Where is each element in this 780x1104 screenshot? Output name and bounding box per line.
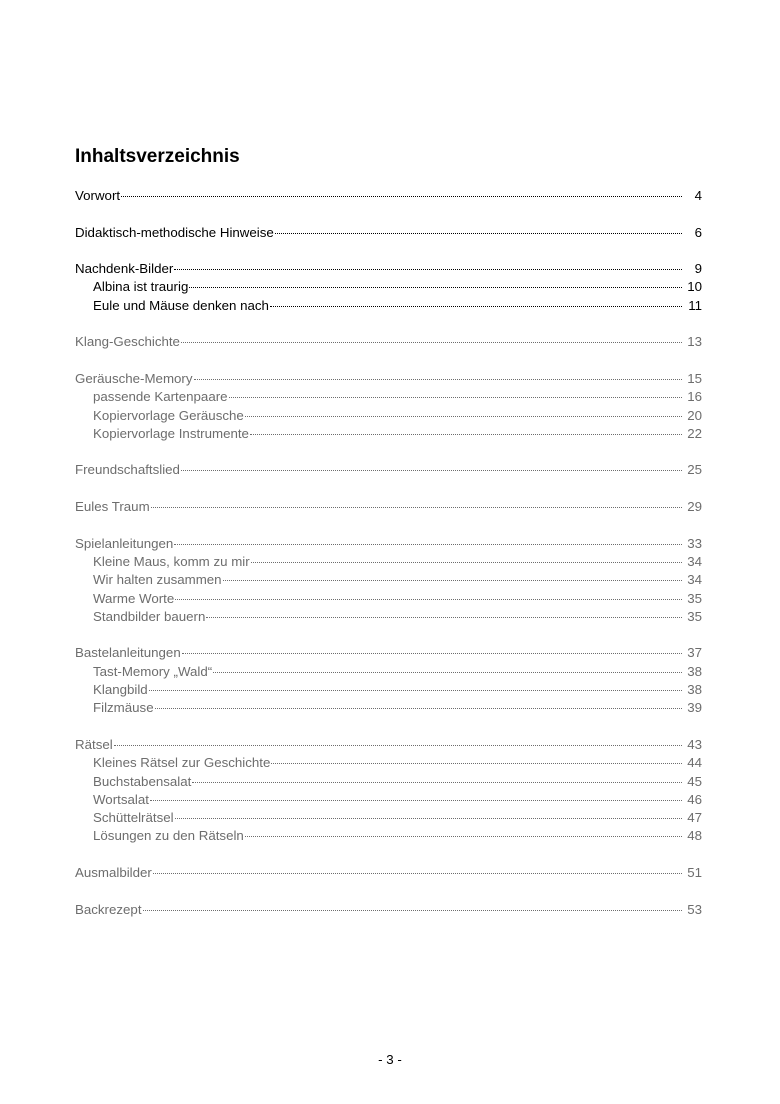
dot-leader: [275, 233, 682, 234]
dot-leader: [229, 397, 682, 398]
toc-entry-page: 16: [687, 389, 702, 405]
toc-subentry[interactable]: [75, 425, 702, 443]
toc-subentry[interactable]: [75, 553, 702, 571]
dot-leader: [206, 617, 682, 618]
toc-subentry[interactable]: [75, 773, 702, 791]
dot-leader: [245, 836, 682, 837]
dot-leader: [153, 873, 682, 874]
dot-leader: [175, 818, 682, 819]
toc-group: [75, 461, 702, 479]
toc-group: [75, 498, 702, 516]
toc-entry[interactable]: [75, 260, 702, 278]
toc-entry-label: Klang-Geschichte: [75, 334, 180, 350]
dot-leader: [114, 745, 682, 746]
dot-leader: [194, 379, 683, 380]
toc-group: [75, 864, 702, 882]
toc-entry-page: 9: [694, 261, 702, 277]
toc-group: [75, 644, 702, 717]
dot-leader: [182, 653, 682, 654]
toc-entry[interactable]: [75, 901, 702, 919]
dot-leader: [271, 763, 682, 764]
toc-entry-label: Standbilder bauern: [93, 608, 206, 624]
toc-entry-page: 22: [687, 425, 702, 441]
toc-subentry[interactable]: [75, 297, 702, 315]
toc-entry-label: Tast-Memory „Wald“: [93, 663, 213, 679]
toc-entry-label: Geräusche-Memory: [75, 370, 193, 386]
toc-entry[interactable]: [75, 333, 702, 351]
toc-entry-page: 45: [687, 773, 702, 789]
dot-leader: [174, 269, 682, 270]
toc-entry-page: 35: [687, 608, 702, 624]
toc-entry[interactable]: [75, 644, 702, 662]
toc-entry-label: passende Kartenpaare: [93, 389, 228, 405]
toc-entry-page: 38: [687, 682, 702, 698]
dot-leader: [181, 342, 682, 343]
toc-entry-page: 20: [687, 407, 702, 423]
toc-entry-page: 35: [687, 590, 702, 606]
dot-leader: [251, 562, 682, 563]
toc-entry-label: Kleine Maus, komm zu mir: [93, 553, 250, 569]
dot-leader: [155, 708, 682, 709]
toc-subentry[interactable]: [75, 388, 702, 406]
dot-leader: [174, 544, 682, 545]
toc-entry-label: Nachdenk-Bilder: [75, 261, 174, 277]
toc-subentry[interactable]: [75, 791, 702, 809]
toc-entry-page: 39: [687, 700, 702, 716]
toc-entry-page: 43: [687, 736, 702, 752]
toc-entry-page: 37: [687, 645, 702, 661]
toc-subentry[interactable]: [75, 827, 702, 845]
toc-entry-page: 53: [687, 901, 702, 917]
toc-entry-page: 15: [687, 370, 702, 386]
toc-group: [75, 224, 702, 242]
toc-entry-label: Spielanleitungen: [75, 535, 174, 551]
toc-group: [75, 333, 702, 351]
toc-entry-label: Kleines Rätsel zur Geschichte: [93, 755, 271, 771]
toc-entry-label: Wir halten zusammen: [93, 572, 222, 588]
toc-group: [75, 370, 702, 443]
toc-entry-page: 47: [687, 810, 702, 826]
dot-leader: [121, 196, 682, 197]
dot-leader: [223, 580, 682, 581]
toc-entry-page: 51: [687, 864, 702, 880]
dot-leader: [270, 306, 682, 307]
dot-leader: [175, 599, 682, 600]
toc-entry-label: Eules Traum: [75, 499, 150, 515]
toc-entry-label: Lösungen zu den Rätseln: [93, 828, 244, 844]
toc-entry[interactable]: [75, 498, 702, 516]
toc-entry-page: 46: [687, 791, 702, 807]
toc-entry[interactable]: [75, 535, 702, 553]
toc-entry-label: Freundschaftslied: [75, 462, 180, 478]
toc-entry-label: Backrezept: [75, 901, 142, 917]
toc-entry-label: Warme Worte: [93, 590, 175, 606]
toc-entry-page: 29: [687, 499, 702, 515]
toc-entry[interactable]: [75, 187, 702, 205]
toc-subentry[interactable]: [75, 571, 702, 589]
toc-entry-page: 25: [687, 462, 702, 478]
toc-entry-page: 44: [687, 755, 702, 771]
dot-leader: [149, 690, 682, 691]
toc-entry-label: Bastelanleitungen: [75, 645, 181, 661]
page-number: - 3 -: [378, 1052, 402, 1067]
dot-leader: [213, 672, 682, 673]
toc-group: [75, 260, 702, 315]
toc-subentry[interactable]: [75, 608, 702, 626]
toc-subentry[interactable]: [75, 699, 702, 717]
toc-entry-label: Kopiervorlage Geräusche: [93, 407, 244, 423]
toc-entry[interactable]: [75, 224, 702, 242]
toc-group: [75, 187, 702, 205]
toc-entry-label: Klangbild: [93, 682, 148, 698]
dot-leader: [151, 507, 682, 508]
toc-entry-label: Eule und Mäuse denken nach: [93, 297, 269, 313]
dot-leader: [245, 416, 682, 417]
toc-entry[interactable]: [75, 736, 702, 754]
toc-entry[interactable]: [75, 370, 702, 388]
dot-leader: [192, 782, 682, 783]
toc-entry-page: 11: [688, 297, 702, 313]
toc-entry[interactable]: [75, 864, 702, 882]
toc-entry-label: Schüttelrätsel: [93, 810, 174, 826]
dot-leader: [250, 434, 682, 435]
page-title: Inhaltsverzeichnis: [75, 146, 240, 167]
toc-entry-label: Vorwort: [75, 188, 121, 203]
toc-subentry[interactable]: [75, 407, 702, 425]
toc-entry-label: Wortsalat: [93, 791, 149, 807]
toc-entry-page: 33: [687, 535, 702, 551]
toc-entry[interactable]: [75, 461, 702, 479]
toc-entry-page: 10: [687, 279, 702, 295]
toc-entry-label: Didaktisch-methodische Hinweise: [75, 224, 274, 240]
toc-entry-page: 34: [687, 572, 702, 588]
toc-subentry[interactable]: [75, 754, 702, 772]
dot-leader: [189, 287, 682, 288]
toc-entry-label: Albina ist traurig: [93, 279, 189, 295]
toc-entry-page: 38: [687, 663, 702, 679]
table-of-contents: [75, 187, 702, 919]
dot-leader: [150, 800, 682, 801]
toc-subentry[interactable]: [75, 681, 702, 699]
toc-entry-label: Rätsel: [75, 736, 113, 752]
dot-leader: [181, 470, 682, 471]
toc-group: [75, 901, 702, 919]
dot-leader: [143, 910, 682, 911]
toc-group: [75, 736, 702, 846]
toc-subentry[interactable]: [75, 590, 702, 608]
toc-entry-label: Ausmalbilder: [75, 864, 152, 880]
toc-subentry[interactable]: [75, 809, 702, 827]
toc-entry-page: 34: [687, 553, 702, 569]
toc-entry-page: 48: [687, 828, 702, 844]
toc-entry-page: 6: [694, 224, 702, 240]
toc-subentry[interactable]: [75, 278, 702, 296]
toc-entry-page: 13: [687, 334, 702, 350]
toc-entry-page: 4: [694, 188, 702, 203]
toc-entry-label: Filzmäuse: [93, 700, 154, 716]
toc-group: [75, 535, 702, 626]
toc-entry-label: Buchstabensalat: [93, 773, 192, 789]
toc-subentry[interactable]: [75, 663, 702, 681]
toc-entry-label: Kopiervorlage Instrumente: [93, 425, 249, 441]
